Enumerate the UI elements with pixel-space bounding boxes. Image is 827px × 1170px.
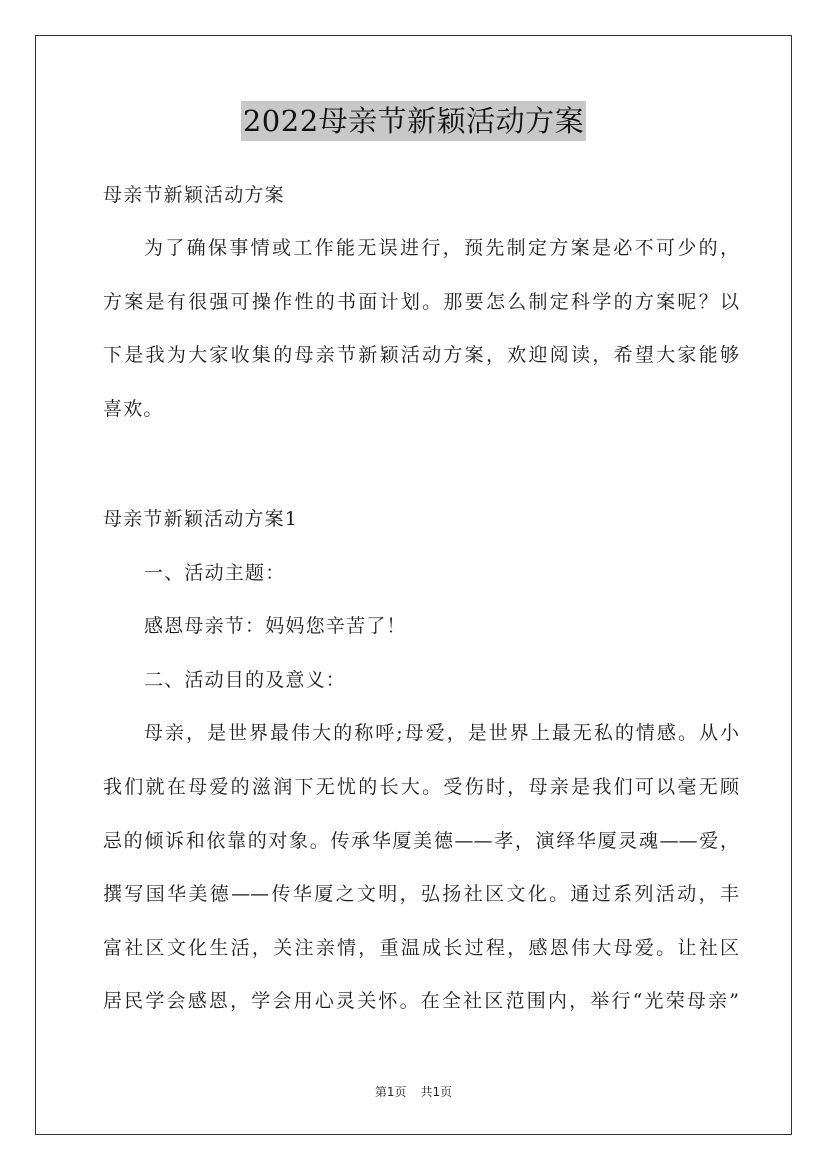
purpose-line: 我们就在母爱的滋润下无忧的长大。受伤时，母亲是我们可以毫无顾 [103,776,739,798]
purpose-line: 居民学会感恩，学会用心灵关怀。在全社区范围内，举行“光荣母亲” [103,990,739,1012]
subtitle: 母亲节新颖活动方案 [103,184,285,206]
page-footer [0,1084,827,1100]
document-title: 2022母亲节新颖活动方案 [241,101,586,141]
purpose-heading: 二、活动目的及意义： [144,669,347,691]
purpose-line: 母亲，是世界最伟大的称呼;母爱，是世界上最无私的情感。从小 [144,722,739,744]
title-container [0,101,827,141]
page-number: 第1页 [374,1085,407,1099]
intro-line: 下是我为大家收集的母亲节新颖活动方案，欢迎阅读，希望大家能够 [103,344,739,366]
theme-heading: 一、活动主题： [144,562,286,584]
purpose-line: 富社区文化生活，关注亲情，重温成长过程，感恩伟大母爱。让社区 [103,937,739,959]
intro-line: 方案是有很强可操作性的书面计划。那要怎么制定科学的方案呢？以 [103,291,739,313]
page-total: 共1页 [420,1085,453,1099]
theme-text: 感恩母亲节：妈妈您辛苦了！ [144,615,407,637]
intro-line: 为了确保事情或工作能无误进行，预先制定方案是必不可少的， [144,237,739,259]
purpose-line: 忌的倾诉和依靠的对象。传承华厦美德——孝，演绎华厦灵魂——爱， [103,830,739,852]
purpose-line: 撰写国华美德——传华厦之文明，弘扬社区文化。通过系列活动，丰 [103,883,739,905]
section-heading: 母亲节新颖活动方案1 [103,508,299,530]
intro-line: 喜欢。 [103,398,164,420]
